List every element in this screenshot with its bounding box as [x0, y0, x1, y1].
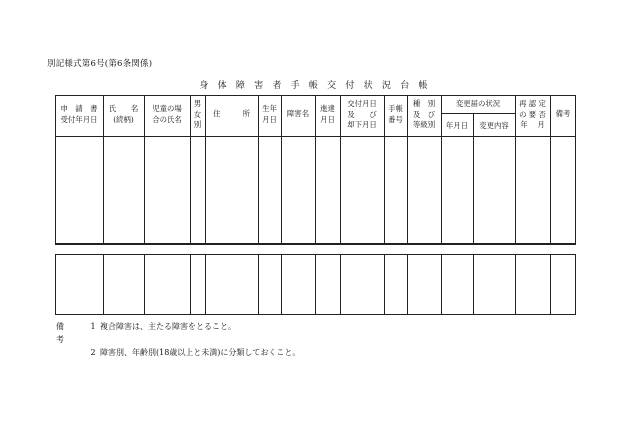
- header-change-date: [441, 121, 473, 132]
- header-type-grade: [407, 99, 441, 131]
- header-application-date: [55, 104, 103, 125]
- header-line: 受付年月日: [60, 114, 98, 124]
- header-line: 備考: [555, 109, 571, 118]
- header-line: (続柄): [113, 114, 134, 124]
- header-line: 再 認 定: [519, 99, 546, 108]
- double-rule: [55, 244, 576, 245]
- header-line: 年月日: [445, 121, 469, 130]
- col-divider: [103, 254, 104, 315]
- header-disability-name: [281, 109, 315, 120]
- header-birthdate: [258, 104, 281, 125]
- header-line: 年 月: [520, 120, 545, 129]
- header-sex: [190, 99, 205, 131]
- header-line: 及 び: [347, 109, 377, 119]
- header-change-content: [473, 121, 515, 132]
- header-line: 住 所: [213, 109, 250, 118]
- header-line: 手帳: [388, 104, 403, 113]
- header-line: 及 び: [412, 109, 436, 119]
- header-issue-date: [340, 99, 384, 131]
- col-divider: [473, 254, 474, 315]
- note-text: 複合障害は、主たる障害をとること。: [100, 322, 236, 331]
- header-line: 変更内容: [479, 121, 509, 130]
- col-divider: [258, 254, 259, 315]
- subheader-divider: [441, 113, 515, 114]
- header-line: 氏 名: [108, 104, 139, 113]
- header-line: 女: [193, 109, 202, 119]
- col-divider: [550, 254, 551, 315]
- notes-label-spacer: [56, 346, 86, 359]
- col-divider: [515, 254, 516, 315]
- note-row: [56, 346, 300, 359]
- header-child-name: [144, 104, 190, 125]
- col-divider: [205, 254, 206, 315]
- header-forward-date: [315, 104, 340, 125]
- header-address: [205, 109, 258, 120]
- header-line: 種 別: [412, 99, 436, 108]
- header-line: の 要 否: [519, 109, 546, 119]
- header-line: 却下月日: [347, 120, 377, 129]
- col-divider: [407, 254, 408, 315]
- col-divider: [144, 254, 145, 315]
- header-line: 月日: [262, 114, 277, 124]
- note-row: [56, 320, 300, 346]
- header-line: 障害名: [286, 109, 310, 118]
- header-line: 月日: [320, 114, 335, 124]
- col-divider: [473, 113, 474, 244]
- header-booklet-number: [384, 104, 407, 125]
- col-divider: [340, 254, 341, 315]
- header-line: 交付月日: [347, 99, 377, 108]
- header-name: [103, 104, 144, 125]
- page-title: 身 体 障 害 者 手 帳 交 付 状 況 台 帳: [199, 81, 431, 91]
- col-divider: [190, 254, 191, 315]
- header-recertification: [515, 99, 550, 131]
- note-text: 障害別、年齢別(18歳以上と未満)に分類しておくこと。: [100, 348, 301, 357]
- header-line: 生年: [262, 104, 277, 113]
- notes-label: 備 考: [56, 322, 70, 344]
- header-line: 進達: [320, 104, 335, 113]
- notes-section: [56, 320, 300, 359]
- header-line: 変更届の状況: [455, 99, 501, 108]
- form-number: 別記様式第6号(第6条関係): [47, 59, 153, 69]
- header-change-status: [441, 99, 515, 110]
- header-line: 等級別: [412, 120, 436, 129]
- header-line: 児童の場: [152, 104, 182, 113]
- col-divider: [315, 254, 316, 315]
- header-line: 合の氏名: [152, 114, 182, 124]
- col-divider: [441, 95, 442, 244]
- col-divider: [281, 254, 282, 315]
- header-line: 男: [193, 99, 202, 108]
- col-divider: [384, 254, 385, 315]
- header-line: 別: [193, 120, 202, 129]
- note-number: 2: [90, 348, 96, 357]
- col-divider: [441, 254, 442, 315]
- header-remarks: [550, 109, 576, 120]
- note-number: 1: [90, 322, 96, 331]
- header-line: 申 請 書: [60, 104, 98, 113]
- header-line: 番号: [388, 114, 403, 124]
